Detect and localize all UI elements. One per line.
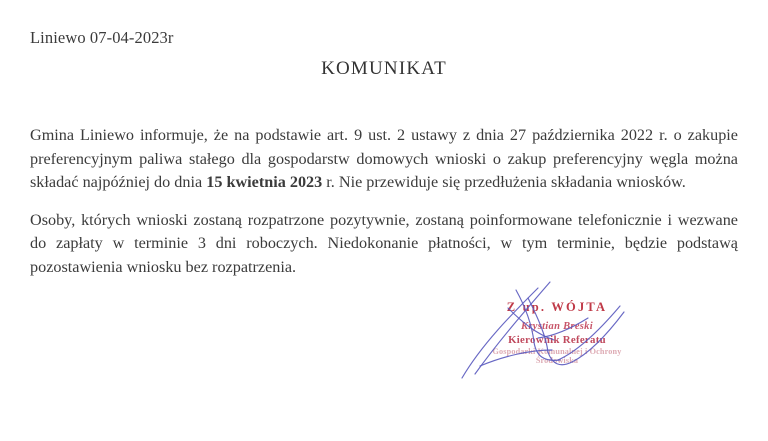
emphasised-deadline: 15 kwietnia 2023: [206, 173, 323, 191]
text-run: Osoby, których wnioski zostaną rozpatrzone pozytywnie, zostaną poinformowane telefonicznie i wezwane do zapłaty w terminie 3 dni roboczych. Niedokonanie płatności, w tym terminie, będzie podstawą pozostawienia wniosku bez rozpatrzenia.: [30, 210, 738, 276]
paragraph-2: [30, 209, 738, 280]
stamp-line-department: Gospodarki Komunalnej i Ochrony Środowiska: [492, 346, 622, 366]
stamp-line-name: Krystian Breski: [521, 321, 593, 332]
text-run: r. Nie przewiduje się przedłużenia składania wniosków.: [322, 173, 686, 191]
stamp-line-position: Kierownik Referatu: [508, 333, 606, 346]
signature-area: [420, 278, 690, 393]
document-body: [30, 124, 738, 279]
stamp-line-authority: Z up. WÓJTA: [506, 300, 608, 314]
place-and-date: Liniewo 07-04-2023r: [30, 28, 174, 47]
official-stamp: [472, 300, 642, 365]
page-title: KOMUNIKAT: [321, 58, 447, 79]
text-run: Gmina Liniewo informuje, że na podstawie art. 9 ust. 2 ustawy z dnia 27 października 2022 r. o zakupie preferencyjnym paliwa stałego dla gospodarstw domowych wnioski o zakup preferencyjny węgla można składać najpóźniej do dnia: [30, 126, 738, 191]
paragraph-1: [30, 124, 738, 195]
